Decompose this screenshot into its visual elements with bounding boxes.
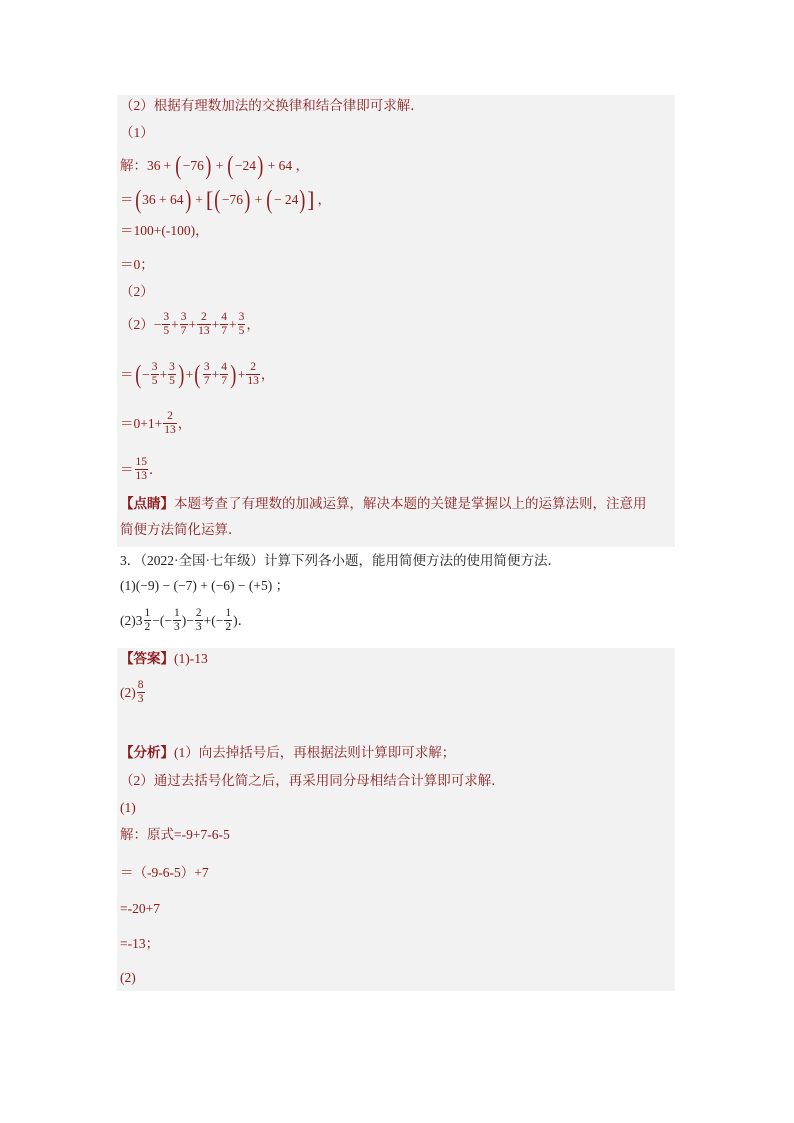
numerator: 3 [238, 311, 245, 323]
operator: + [188, 316, 197, 332]
denominator: 7 [180, 325, 187, 337]
minus-sign: − [142, 366, 150, 382]
equation-line-7 [120, 410, 191, 437]
numerator: 3 [169, 361, 175, 373]
operator: + [211, 316, 220, 332]
open-paren: ( [175, 151, 182, 180]
numerator: 3 [203, 361, 210, 373]
q3p2-text-3: +(− [203, 612, 224, 628]
eq1-op-1: + [163, 158, 172, 173]
open-paren: ( [194, 359, 201, 389]
fraction [195, 607, 203, 634]
equation-line-1 [120, 153, 312, 179]
analysis-line-2: （2）通过去括号化简之后，再采用同分母相结合计算即可求解． [120, 773, 505, 788]
answer-part-1: (1)-13 [174, 651, 208, 666]
fraction [137, 679, 145, 706]
q3p2-text-1: −(− [152, 612, 172, 628]
denominator: 13 [198, 325, 210, 337]
numerator: 2 [195, 607, 202, 619]
equation-line-4: ＝0； [120, 257, 154, 272]
numerator: 15 [135, 456, 147, 468]
eq1-term-3: −76 [182, 158, 204, 173]
equation-line-5 [120, 311, 260, 338]
eq1-prefix: 解： [120, 158, 147, 173]
denominator: 13 [135, 470, 147, 482]
denominator: 3 [137, 693, 144, 705]
q3p2-text-2: )− [181, 612, 194, 628]
close-paren: ) [257, 151, 264, 180]
eq8-prefix: ＝ [120, 461, 134, 477]
numerator: 3 [180, 311, 187, 323]
eq1-term-5: −24 [234, 158, 257, 173]
question-3-part-2 [120, 607, 251, 634]
eq6-end: ， [260, 366, 275, 382]
denominator: 2 [225, 621, 232, 633]
fraction [173, 607, 181, 634]
open-paren: ( [227, 151, 234, 180]
eq5-end: ， [246, 316, 260, 332]
eq2-op-1: + [195, 192, 203, 207]
close-paren: ) [244, 185, 251, 214]
eq7-end: ， [177, 415, 192, 431]
close-bracket: ] [307, 187, 315, 212]
numerator: 1 [173, 607, 180, 619]
open-paren: ( [266, 185, 273, 214]
fraction [163, 410, 177, 437]
solution-line-2: ＝（-9-6-5）+7 [120, 865, 209, 880]
eq1-op-2: + [215, 158, 224, 173]
fraction [224, 607, 232, 634]
denominator: 13 [164, 424, 176, 436]
open-bracket: [ [205, 187, 214, 212]
close-paren: ) [178, 359, 185, 389]
numerator: 4 [221, 311, 227, 323]
denominator: 5 [163, 325, 170, 337]
numerator: 8 [137, 679, 144, 691]
comment-text-1: 本题考查了有理数的加减运算，解决本题的关键是掌握以上的运算法则，注意用 [174, 496, 647, 511]
fraction [238, 311, 246, 338]
eq6-prefix: ＝ [120, 366, 134, 382]
comment-line-1 [120, 495, 647, 513]
open-paren: ( [214, 185, 221, 214]
denominator: 5 [169, 375, 175, 387]
answer-line-1 [120, 650, 208, 668]
numerator: 1 [144, 607, 151, 619]
fraction [151, 361, 159, 388]
close-paren: ) [230, 359, 237, 389]
solution-intro: （2）根据有理数加法的交换律和结合律即可求解． [120, 98, 424, 113]
eq2-prefix: ＝ [120, 192, 134, 207]
numerator: 2 [201, 311, 207, 323]
question-3-part-1: (1)(−9) − (−7) + (−6) − (+5) ； [120, 578, 290, 593]
answer-block-shade [117, 648, 675, 991]
operator: + [211, 366, 220, 382]
eq2-term-3: −76 [221, 192, 243, 207]
close-paren: ) [299, 185, 306, 214]
analysis-text-1: (1）向去掉括号后，再根据法则计算即可求解； [174, 745, 456, 760]
eq5-prefix: （2）− [120, 316, 162, 332]
answer-tag: 【答案】 [120, 651, 174, 666]
operator: + [159, 366, 168, 382]
operator: + [171, 316, 179, 332]
fraction [220, 311, 228, 338]
denominator: 7 [221, 375, 228, 387]
equation-line-6 [120, 361, 274, 388]
solution-line-4: =-13； [120, 936, 160, 951]
numerator: 1 [225, 607, 232, 619]
q3p2-prefix: (2)3 [120, 612, 143, 628]
open-paren: ( [134, 185, 141, 214]
solution-line-3: =-20+7 [120, 901, 160, 916]
question-3-title: 3．（2022·全国·七年级）计算下列各小题，能用简便方法的使用简便方法． [120, 553, 561, 568]
comment-line-2: 简便方法简化运算． [120, 522, 242, 537]
denominator: 3 [173, 621, 180, 633]
answer-part-2-prefix: (2) [120, 684, 136, 700]
eq2-end: ， [317, 192, 331, 207]
analysis-line-1 [120, 744, 455, 762]
fraction [162, 311, 170, 338]
numerator: 3 [163, 311, 170, 323]
denominator: 13 [247, 375, 259, 387]
solution-part-2-label: (2) [120, 970, 136, 985]
eq7-prefix: ＝0+1+ [120, 415, 163, 431]
fraction [180, 311, 188, 338]
comment-tag: 【点睛】 [120, 496, 174, 511]
eq2-op-2: + [254, 192, 263, 207]
denominator: 7 [203, 375, 210, 387]
eq8-end: ． [149, 461, 163, 477]
numerator: 4 [221, 361, 228, 373]
operator: + [237, 366, 246, 382]
denominator: 5 [238, 325, 245, 337]
close-paren: ) [205, 151, 212, 180]
close-paren: ) [184, 185, 191, 214]
equation-line-2 [120, 187, 334, 213]
analysis-tag: 【分析】 [120, 745, 174, 760]
operator: + [229, 316, 237, 332]
fraction [203, 361, 211, 388]
open-paren: ( [134, 359, 141, 389]
denominator: 7 [221, 325, 227, 337]
answer-line-2 [120, 679, 146, 706]
fraction [220, 361, 228, 388]
eq1-term-1: 36 [147, 158, 161, 173]
equation-line-3: ＝100+(-100)， [120, 223, 209, 238]
fraction [197, 311, 211, 338]
fraction [246, 361, 260, 388]
fraction [144, 607, 152, 634]
eq1-term-6: + 64 ， [267, 158, 310, 173]
part-2-label: （2） [120, 284, 154, 299]
denominator: 3 [195, 621, 202, 633]
fraction [168, 361, 176, 388]
denominator: 5 [151, 375, 158, 387]
numerator: 2 [250, 361, 256, 373]
operator: + [185, 366, 194, 382]
solution-part-1-label: (1) [120, 800, 136, 815]
equation-line-8 [120, 456, 163, 483]
eq2-term-5: − 24 [273, 192, 299, 207]
numerator: 2 [167, 410, 173, 422]
solution-line-1: 解：原式=-9+7-6-5 [120, 827, 230, 842]
part-1-label: （1） [120, 125, 154, 140]
fraction [135, 456, 149, 483]
denominator: 2 [144, 621, 151, 633]
q3p2-text-4: )． [233, 612, 252, 628]
eq2-term-1: 36 + 64 [142, 192, 184, 207]
numerator: 3 [151, 361, 158, 373]
